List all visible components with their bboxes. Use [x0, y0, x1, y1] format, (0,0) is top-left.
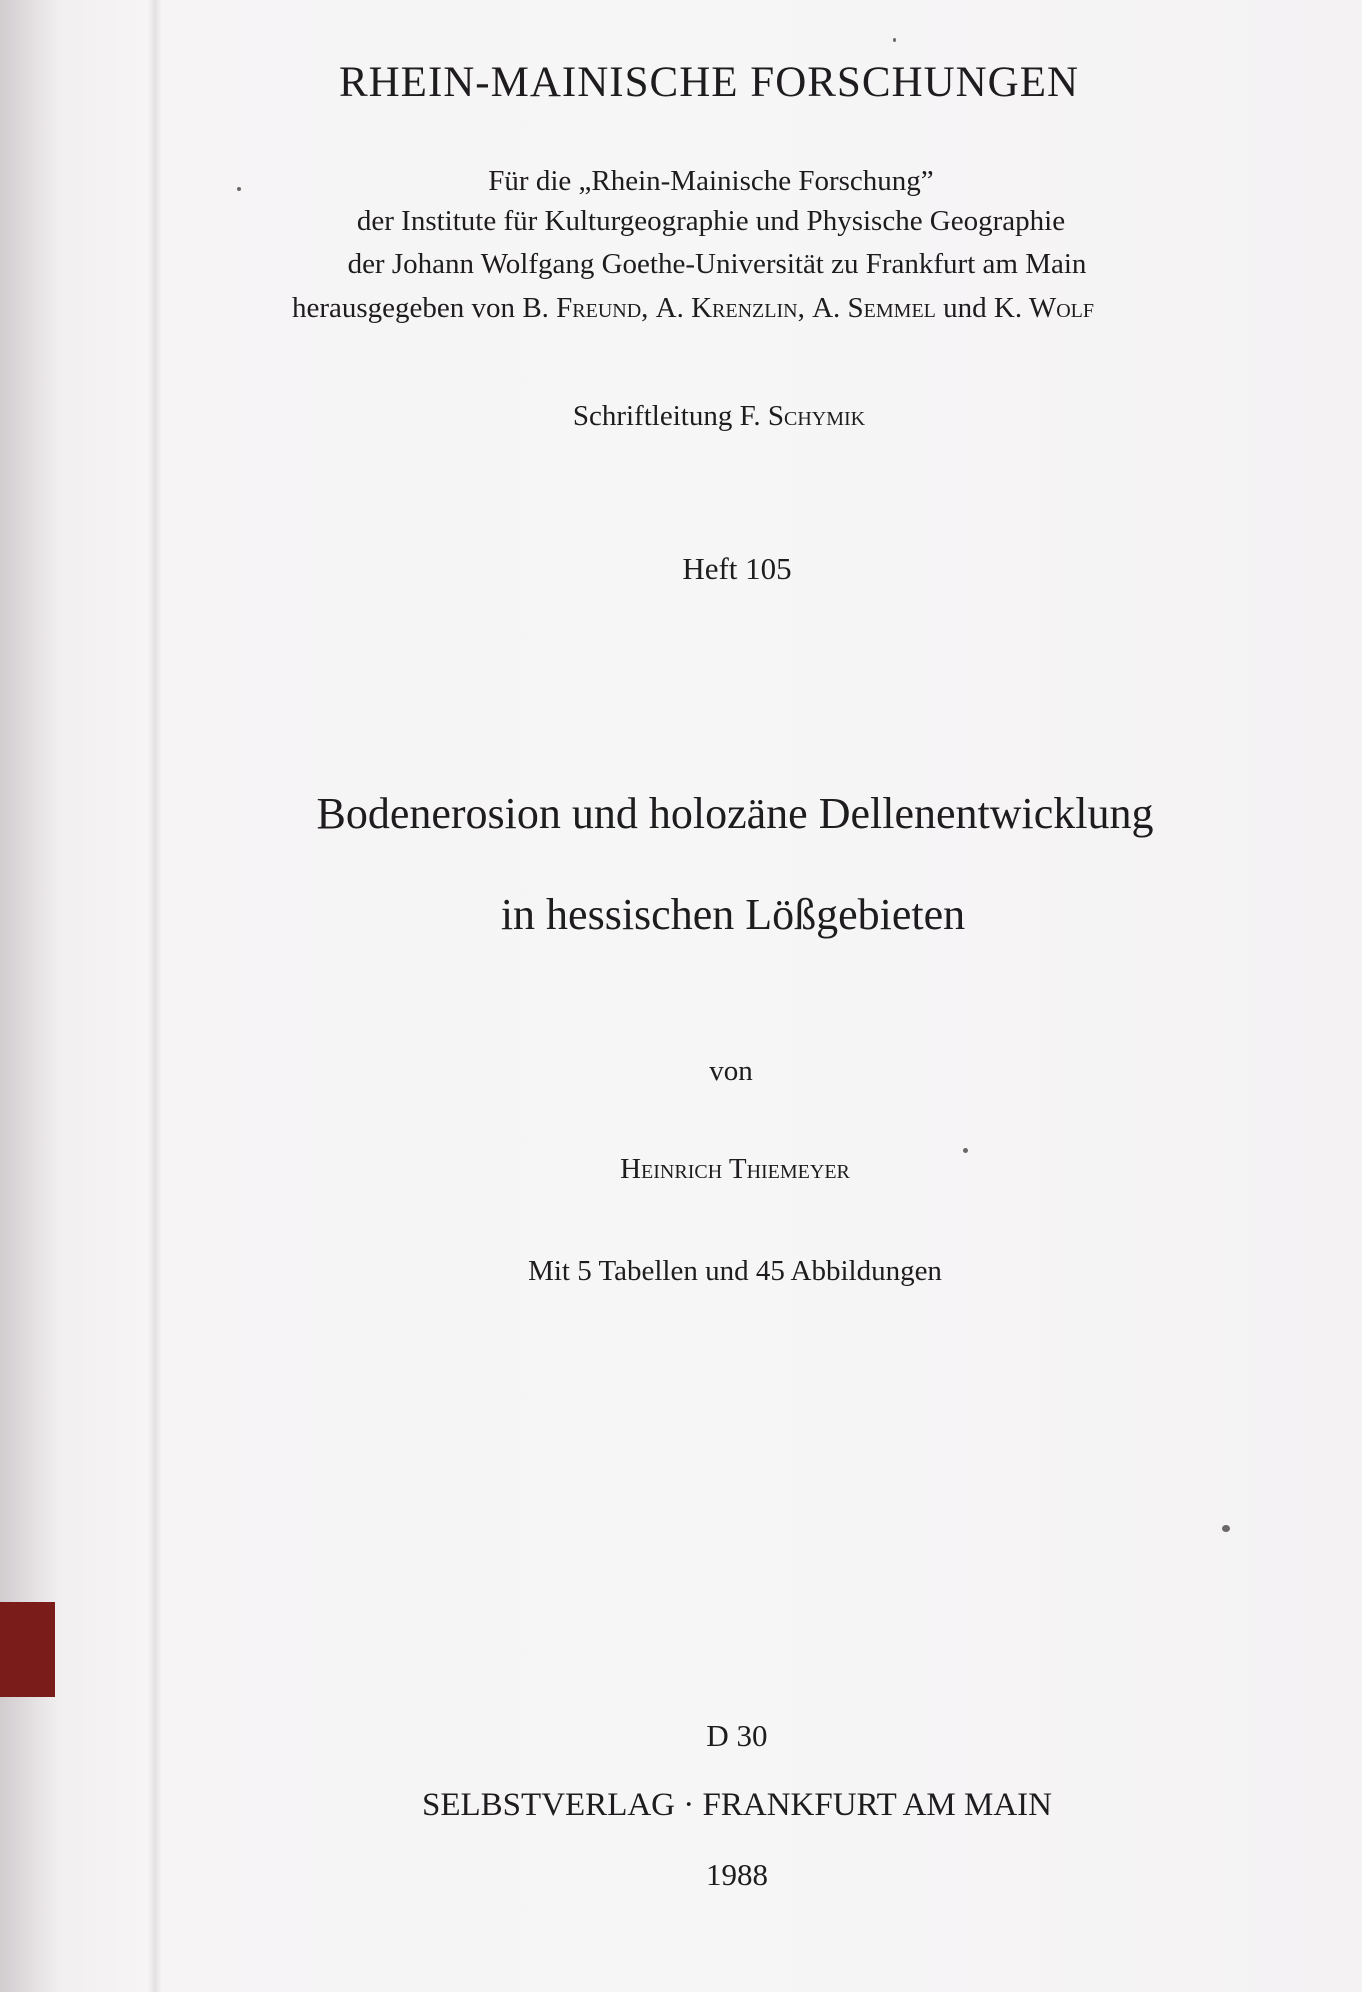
- author-name: Heinrich Thiemeyer: [620, 1153, 850, 1185]
- editorship-prefix: Schriftleitung: [572, 400, 733, 432]
- paper-speck: [1222, 1525, 1230, 1532]
- series-subtitle-line-3: der Johann Wolfgang Goethe-Universität zu Frankfurt am Main: [347, 248, 1087, 280]
- issue-number: Heft 105: [682, 551, 792, 586]
- editor-name: A. Semmel: [812, 292, 936, 324]
- editor-name: A. Krenzlin: [655, 292, 798, 324]
- publication-year: 1988: [706, 1857, 768, 1892]
- dissertation-code: D 30: [706, 1718, 768, 1753]
- paper-speck: [237, 187, 241, 191]
- paper-speck: [893, 38, 896, 42]
- editor-separator: und: [935, 292, 994, 324]
- bookmark-tab: [0, 1602, 55, 1697]
- paper-speck: [963, 1148, 968, 1153]
- editorship-line: [0, 400, 1362, 433]
- book-title-line-2: in hessischen Lößgebieten: [500, 890, 966, 939]
- editor-separator: ,: [641, 292, 656, 324]
- editor-name: B. Freund: [522, 292, 642, 324]
- series-subtitle-line-1: Für die „Rhein-Mainische Forschung”: [488, 165, 934, 197]
- publisher: SELBSTVERLAG · FRANKFURT AM MAIN: [422, 1787, 1052, 1823]
- editors-line: [0, 292, 1362, 325]
- by-label: von: [709, 1055, 753, 1087]
- editor-name: K. Wolf: [993, 292, 1094, 324]
- series-title: RHEIN-MAINISCHE FORSCHUNGEN: [338, 59, 1080, 106]
- illustrations-note: Mit 5 Tabellen und 45 Abbildungen: [528, 1255, 942, 1287]
- series-subtitle-line-2: der Institute für Kulturgeographie und Physische Geographie: [356, 205, 1066, 237]
- editor-separator: ,: [797, 292, 813, 324]
- editorship-name: F. Schymik: [739, 400, 866, 432]
- book-title-line-1: Bodenerosion und holozäne Dellenentwicklung: [316, 789, 1154, 838]
- editors-prefix: herausgegeben von: [292, 292, 516, 324]
